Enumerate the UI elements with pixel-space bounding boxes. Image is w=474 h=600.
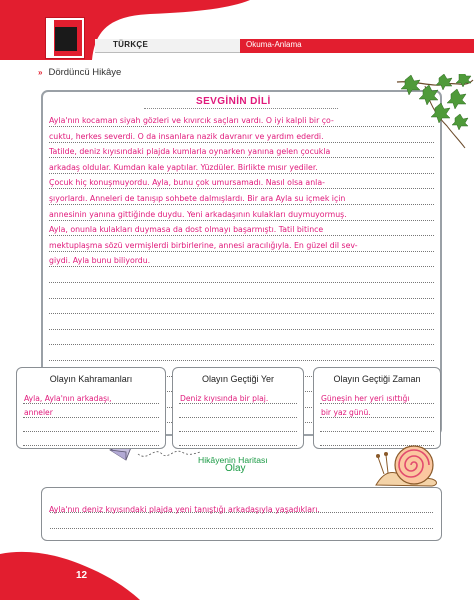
- card-title: Olayın Geçtiği Zaman: [333, 374, 421, 384]
- story-text-line: giydi. Ayla bunu biliyordu.: [49, 256, 151, 266]
- card-answer-text: Ayla, Ayla'nın arkadaşı,: [24, 394, 112, 403]
- section-title-text: Dördüncü Hikâye: [48, 67, 122, 78]
- topic-label: Okuma-Anlama: [246, 40, 302, 49]
- card-answer-line: [23, 418, 159, 432]
- header-bar: [95, 39, 474, 53]
- story-text-line: arkadaş oldular. Kumdan kale yaptılar. Yüzdüler. Birlikte mısır yediler.: [49, 162, 318, 172]
- story-title: SEVGİNİN DİLİ: [196, 96, 271, 107]
- page-number-shape: [0, 548, 140, 600]
- story-ruled-line: [49, 315, 434, 330]
- event-title: Olay: [225, 463, 246, 474]
- characters-card: [16, 367, 166, 449]
- story-text-line: cuktu, herkes severdi. O da insanlara nazik davranır ve yardım ederdi.: [49, 131, 324, 141]
- book-logo: [46, 18, 84, 58]
- time-card: [313, 367, 441, 449]
- event-answer-text: Ayla'nın deniz kıyısındaki plajda yeni tanıştığı arkadaşıyla yaşadıkları.: [49, 505, 320, 514]
- card-answer-text: anneler: [24, 408, 53, 417]
- card-answer-text: Deniz kıyısında bir plaj.: [180, 394, 269, 403]
- event-answer-box: [41, 487, 442, 541]
- place-card: [172, 367, 304, 449]
- story-ruled-line: [49, 268, 434, 283]
- card-answer-text: Güneşin her yeri ısıttığı: [321, 394, 410, 403]
- subject-label: TÜRKÇE: [113, 40, 149, 49]
- card-answer-text: bir yaz günü.: [321, 408, 371, 417]
- card-answer-line: [179, 418, 297, 432]
- topic-tab: [240, 39, 474, 53]
- story-text-line: şıyorlardı. Anneleri de tanışıp sohbete dalmışlardı. Bir ara Ayla su içmek için: [49, 194, 346, 203]
- card-answer-line: [320, 418, 434, 432]
- event-answer-line: [50, 515, 433, 529]
- story-title-underline: [144, 108, 338, 109]
- story-ruled-line: [49, 330, 434, 345]
- story-text-line: Çocuk hiç konuşmuyordu. Ayla, bunu çok umursamadı. Nasıl olsa anla-: [49, 178, 325, 188]
- card-title: Olayın Geçtiği Yer: [201, 374, 275, 384]
- card-answer-line: [23, 432, 159, 446]
- story-ruled-line: [49, 299, 434, 314]
- story-text-line: Tatilde, deniz kıyısındaki plajda kumlarla oynarken yanına gelen çocukla: [49, 147, 331, 157]
- section-title: [38, 67, 121, 78]
- card-answer-line: [179, 404, 297, 418]
- story-ruled-line: [49, 346, 434, 361]
- double-chevron-icon: »: [38, 68, 43, 77]
- story-text-line: annesinin yanına gittiğinde duydu. Yeni arkadaşının kulakları duymuyormuş.: [49, 209, 347, 219]
- snail-icon: [372, 441, 442, 489]
- story-text-line: mektuplaşma sözü vermişlerdi birbirlerine, annesi aracılığıyla. En güzel dil sev-: [49, 240, 358, 250]
- story-text-line: Ayla, onunla kulakları duymasa da dost olmayı başarmıştı. Tatil bitince: [49, 225, 324, 235]
- story-text-line: Ayla'nın kocaman siyah gözleri ve kıvırcık saçları vardı. O iyi kalpli bir ço-: [49, 116, 334, 125]
- card-title: Olayın Kahramanları: [49, 374, 133, 384]
- card-answer-line: [179, 432, 297, 446]
- story-map-title: Hikâyenin Haritası: [198, 455, 268, 465]
- page-number: 12: [76, 570, 88, 581]
- story-ruled-line: [49, 284, 434, 299]
- subject-tab: [95, 39, 240, 53]
